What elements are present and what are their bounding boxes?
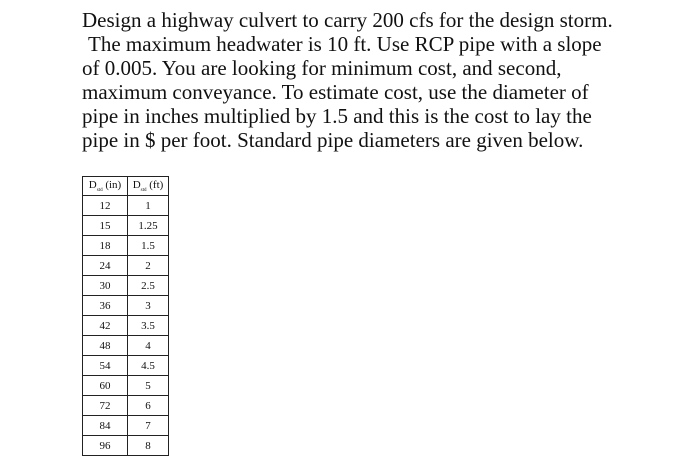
diameter-feet-cell: 1.25 bbox=[128, 216, 169, 236]
diameter-feet-cell: 1 bbox=[128, 196, 169, 216]
table-row bbox=[83, 396, 169, 416]
header-diameter-inches: $D_{std}$ (in) bbox=[83, 177, 128, 196]
problem-line: maximum conveyance. To estimate cost, use the diameter of bbox=[82, 80, 589, 104]
diameter-feet-cell: 4 bbox=[128, 336, 169, 356]
diameter-inches-cell: 60 bbox=[83, 376, 128, 396]
diameter-feet-cell: 8 bbox=[128, 436, 169, 456]
table-row bbox=[83, 256, 169, 276]
table-row bbox=[83, 336, 169, 356]
problem-line: of 0.005. You are looking for minimum cost, and second, bbox=[82, 56, 562, 80]
standard-pipe-diameters-table bbox=[82, 176, 169, 456]
table-row bbox=[83, 216, 169, 236]
problem-line: The maximum headwater is 10 ft. Use RCP pipe with a slope bbox=[88, 32, 602, 56]
diameter-inches-cell: 96 bbox=[83, 436, 128, 456]
diameter-feet-cell: 7 bbox=[128, 416, 169, 436]
table-row bbox=[83, 236, 169, 256]
diameter-inches-cell: 48 bbox=[83, 336, 128, 356]
problem-line: pipe in inches multiplied by 1.5 and this is the cost to lay the bbox=[82, 104, 592, 128]
diameter-inches-cell: 12 bbox=[83, 196, 128, 216]
diameter-feet-cell: 6 bbox=[128, 396, 169, 416]
diameter-inches-cell: 42 bbox=[83, 316, 128, 336]
diameter-feet-cell: 2.5 bbox=[128, 276, 169, 296]
table-row bbox=[83, 376, 169, 396]
problem-line: pipe in $ per foot. Standard pipe diameters are given below. bbox=[82, 128, 584, 152]
diameter-feet-cell: 5 bbox=[128, 376, 169, 396]
diameter-feet-cell: 3 bbox=[128, 296, 169, 316]
diameter-inches-cell: 15 bbox=[83, 216, 128, 236]
table-row bbox=[83, 276, 169, 296]
table-row bbox=[83, 196, 169, 216]
diameter-inches-cell: 84 bbox=[83, 416, 128, 436]
diameter-feet-cell: 4.5 bbox=[128, 356, 169, 376]
diameter-inches-cell: 54 bbox=[83, 356, 128, 376]
diameter-feet-cell: 2 bbox=[128, 256, 169, 276]
problem-statement bbox=[82, 8, 682, 152]
table-header-row bbox=[83, 177, 169, 196]
header-diameter-feet: $D_{std}$ (ft) bbox=[128, 177, 169, 196]
diameter-inches-cell: 24 bbox=[83, 256, 128, 276]
table-row bbox=[83, 416, 169, 436]
diameter-feet-cell: 3.5 bbox=[128, 316, 169, 336]
diameter-inches-cell: 36 bbox=[83, 296, 128, 316]
diameter-inches-cell: 30 bbox=[83, 276, 128, 296]
problem-line: Design a highway culvert to carry 200 cfs for the design storm. bbox=[82, 8, 613, 32]
table-row bbox=[83, 316, 169, 336]
diameter-inches-cell: 18 bbox=[83, 236, 128, 256]
table-row bbox=[83, 296, 169, 316]
diameter-inches-cell: 72 bbox=[83, 396, 128, 416]
table-row bbox=[83, 356, 169, 376]
table-row bbox=[83, 436, 169, 456]
diameter-feet-cell: 1.5 bbox=[128, 236, 169, 256]
